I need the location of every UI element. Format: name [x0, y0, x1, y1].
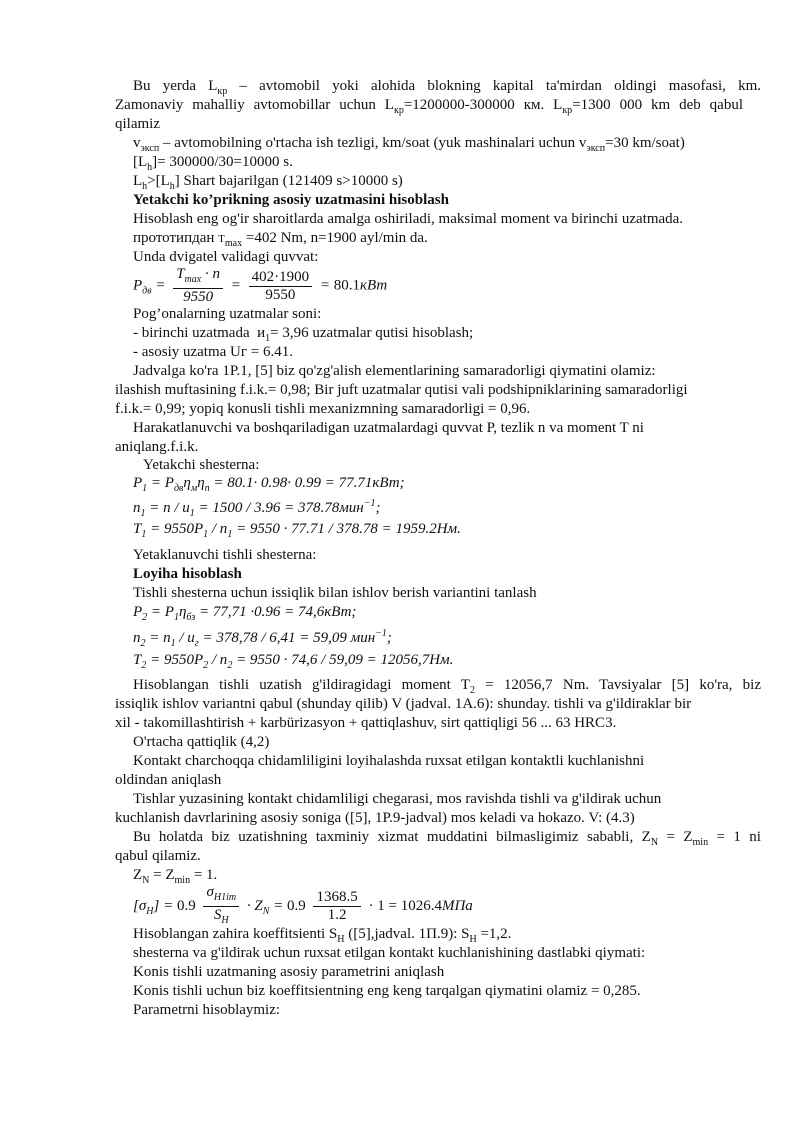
text-line: Parametrni hisoblaymiz: [133, 1002, 281, 1018]
text-line: f.i.k.= 0,99; yopiq konusli tishli mexanizmning samaradorligi = 0,96. [115, 401, 531, 417]
text-line: Yetaklanuvchi tishli shesterna: [133, 547, 317, 563]
section-heading: Yetakchi ko’prikning asosiy uzatmasini hisoblash [133, 192, 449, 208]
text-line: Zamonaviy mahalliy avtomobillar uchun $L_{кр}=1200000-300000$ км. $L_{кр}=1300$ 000 km deb qabul [115, 97, 743, 116]
text-line: Jadvalga ko'ra 1P.1, [5] biz qo'zg'alish elementlarining samaradorligi qiymatini olamiz: [133, 363, 656, 379]
text-line: oldindan aniqlash [115, 772, 222, 788]
text-line: $[L_h]= 300000/30=10000$ s. [133, 154, 293, 173]
equation-p1: $P_1 = P_{дв}\eta_м\eta_п = 80.1\cdot 0.98\cdot 0.99 = 77.71кВт$; [133, 475, 405, 494]
text-line: Kontakt charchoqqa chidamliligini loyihalashda ruxsat etilgan kontaktli kuchlanishni [133, 753, 645, 769]
text-line: Hisoblangan zahira koeffitsienti $S_H$ ([5],jadval. 1П.9): $S_H =1,2$. [133, 926, 512, 945]
text-line: - asosiy uzatma Uг = 6.41. [133, 344, 293, 360]
text-line: xil - takomillashtirish + karbürizasyon + qattiqlashuv, sirt qattiqligi 56 ... 63 HRC3. [115, 715, 617, 731]
text-line: ilashish muftasining f.i.k.= 0,98; Bir juft uzatmalar qutisi vali podshipniklarining samaradorligi [115, 382, 688, 398]
equation-allowable-stress: $[\sigma_H] = 0.9$ $\frac{\sigma_{H1im}}{S_H}$ · $Z_N = 0.9$ $\frac{1368.5}{1.2}$ · 1 = 1026.4МПа [133, 884, 473, 926]
text-line: $v_{эксп}$ – avtomobilning o'rtacha ish tezligi, km/soat (yuk mashinalari uchun $v_{эксп}=30$ km/soat) [133, 135, 685, 154]
text-line: O'rtacha qattiqlik (4,2) [133, 734, 270, 750]
text-line: Tishli shesterna uchun issiqlik bilan ishlov berish variantini tanlash [133, 585, 537, 601]
equation-p2: $P_2 = P_1\eta_{бз} = 77,71 \cdot 0.96 = 74,6кВт$; [133, 604, 357, 623]
text-line: issiqlik ishlov variantni qabul (shunday qilib) V (jadval. 1A.6): shunday. tishli va g'ildiraklar bir [115, 696, 692, 712]
equation-t1: $T_1 = 9550P_1 / n_1 = 9550 \cdot 77.71 / 378.78 = 1959.2Нм$. [133, 521, 461, 540]
text-line: Hisoblash eng og'ir sharoitlarda amalga oshiriladi, maksimal moment va birinchi uzatmada. [133, 211, 684, 227]
text-line: Tishlar yuzasining kontakt chidamliligi chegarasi, mos ravishda tishli va g'ildirak uchun [133, 791, 662, 807]
text-line: Hisoblangan tishli uzatish g'ildiragidagi moment $T_2 = 12056,7$ Nm. Tavsiyalar [5] ko'ra, biz [133, 677, 761, 696]
text-line: Unda dvigatel validagi quvvat: [133, 249, 319, 265]
text-line: Pog’onalarning uzatmalar soni: [133, 306, 322, 322]
text-line: shesterna va g'ildirak uchun ruxsat etilgan kontakt kuchlanishining dastlabki qiymati: [133, 945, 646, 961]
text-line: Bu yerda $L_{кр}$ – avtomobil yoki alohida blokning kapital ta'mirdan oldingi masofasi, km. [133, 78, 761, 97]
text-line: kuchlanish davrlarining asosiy soniga ([5], 1P.9-jadval) mos keladi va hokazo. V: (4.3) [115, 810, 635, 826]
text-line: aniqlang.f.i.k. [115, 439, 199, 455]
text-line: Bu holatda biz uzatishning taxminiy xizmat muddatini bilmasligimiz sababli, $Z_N = Z_{min} = 1$ ni [133, 829, 761, 848]
text-line: $Z_N = Z_{min} = 1$. [133, 867, 218, 886]
text-line: Konis tishli uzatmaning asosiy parametrini aniqlash [133, 964, 445, 980]
section-heading: Loyiha hisoblash [133, 566, 242, 582]
equation-n2: $n_2 = n_1 / u_г = 378,78 / 6,41 = 59,09$ мин$^{-1}$; [133, 628, 392, 649]
text-line: $L_h>[L_h]$ Shart bajarilgan (121409 s>10000 s) [133, 173, 403, 192]
text-line: qabul qilamiz. [115, 848, 201, 864]
text-line: Konis tishli uchun biz koeffitsientning eng keng tarqalgan qiymatini olamiz = 0,285. [133, 983, 641, 999]
text-line: Harakatlanuvchi va boshqariladigan uzatmalardagi quvvat P, tezlik n va moment T ni [133, 420, 644, 436]
text-line: qilamiz [115, 116, 160, 132]
text-line: - birinchi uzatmada $и_1= 3,96$ uzatmalar qutisi hisoblash; [133, 325, 474, 344]
equation-t2: $T_2 = 9550P_2 / n_2 = 9550 \cdot 74,6 / 59,09 = 12056,7Нм$. [133, 652, 454, 671]
equation-n1: $n_1 = n / u_1 = 1500 / 3.96 = 378.78мин^{-1}$; [133, 498, 381, 519]
text-line: Yetakchi shesterna: [143, 457, 260, 473]
equation-engine-power: $P_{дв}$ = $\frac{T_{max} \cdot n}{9550}$ = $\frac{402\cdot 1900}{9550}$ = 80.1кВт [133, 266, 388, 305]
text-line: прототипдан $T_{max} =402$ Nm, n=1900 ayl/min da. [133, 230, 428, 249]
